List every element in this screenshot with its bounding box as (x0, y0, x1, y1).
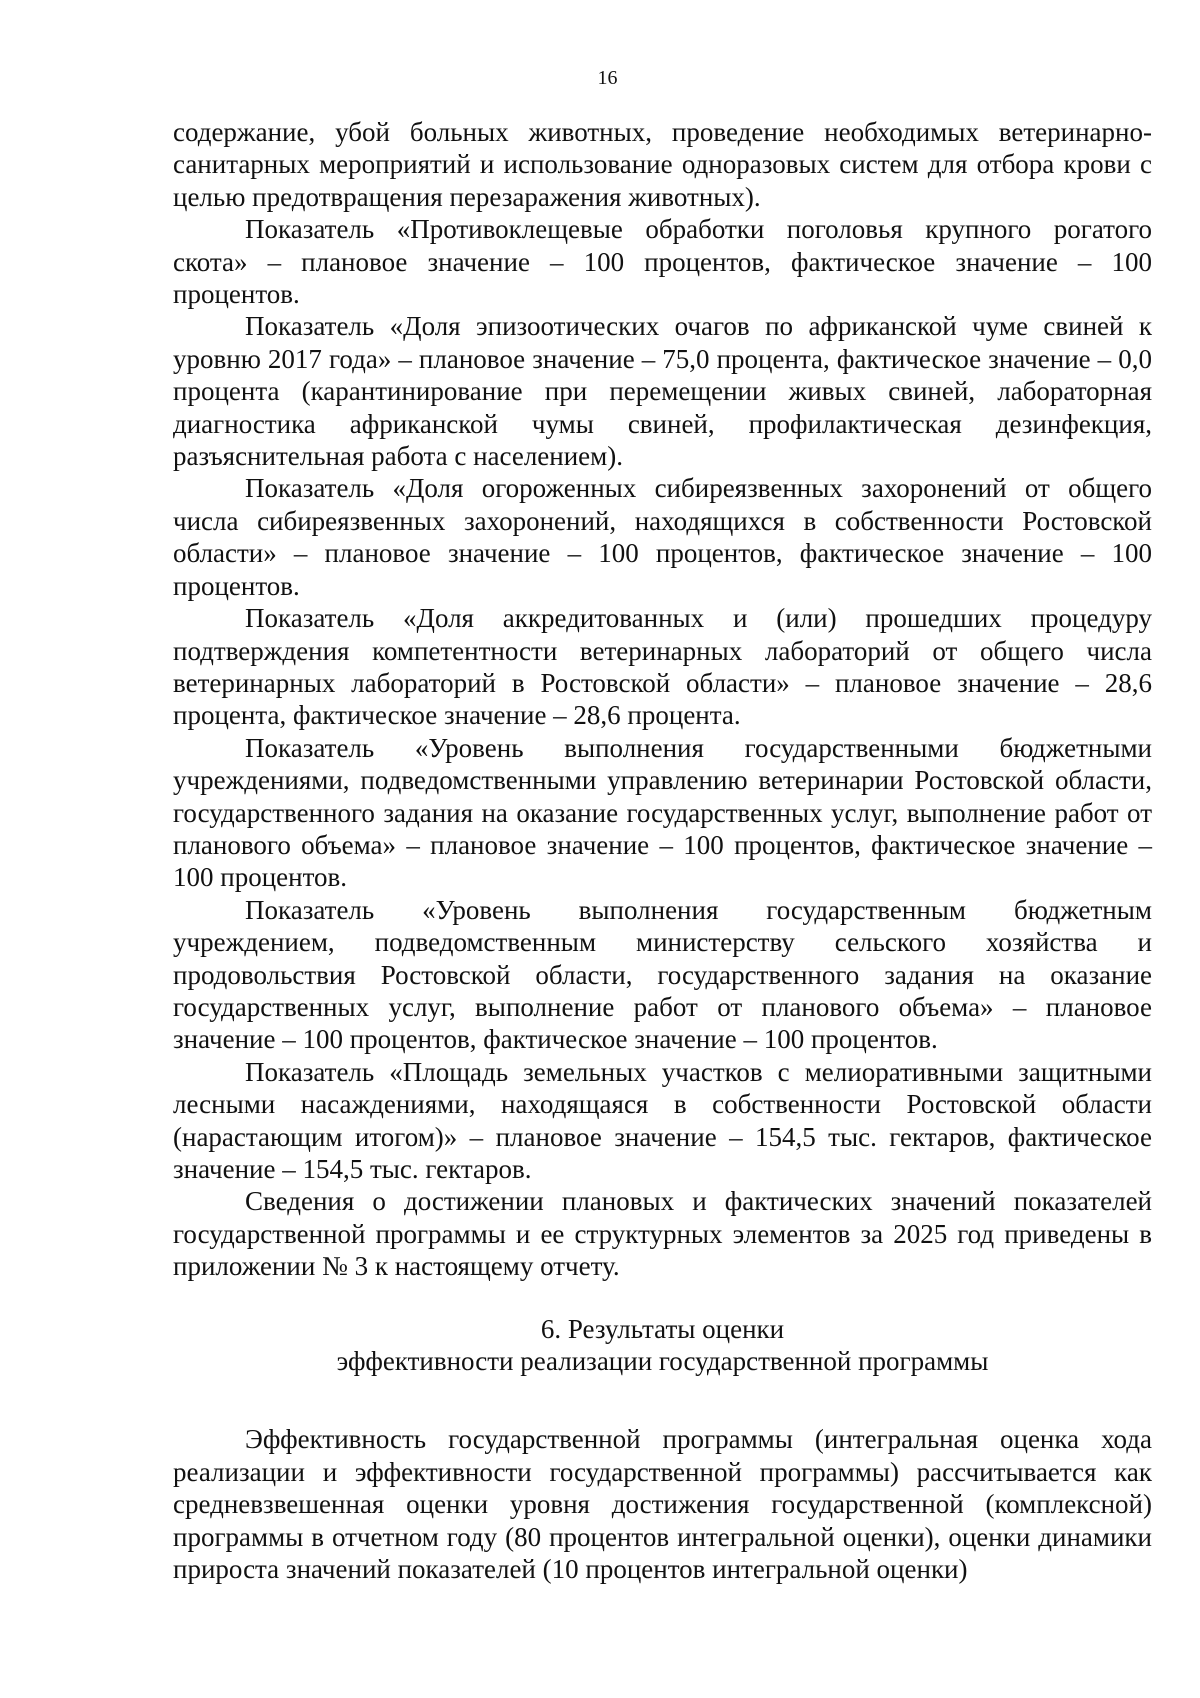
paragraph: Показатель «Противоклещевые обработки поголовья крупного рогатого скота» – плановое значение – 100 процентов, фактическое значение – 100 процентов. (173, 214, 1152, 310)
paragraph: Сведения о достижении плановых и фактических значений показателей государственной программы и ее структурных элементов за 2025 год приведены в приложении № 3 к настоящему отчету. (173, 1186, 1152, 1282)
section-heading-line: эффективности реализации государственной программы (336, 1346, 989, 1377)
section-heading (173, 1313, 1152, 1378)
paragraph: Показатель «Доля аккредитованных и (или) прошедших процедуру подтверждения компетентности ветеринарных лабораторий от общего числа ветеринарных лабораторий в Ростовской области» – плановое значение – 28,6 процента, фактическое значение – 28,6 процента. (173, 603, 1152, 731)
paragraph: Показатель «Доля эпизоотических очагов по африканской чуме свиней к уровню 2017 года» – плановое значение – 75,0 процента, фактическое значение – 0,0 процента (карантинирование при перемещении живых свиней, лабораторная диагностика африканской чумы свиней, профилактическая дезинфекция, разъяснительная работа с населением). (173, 311, 1152, 472)
paragraph: содержание, убой больных животных, проведение необходимых ветеринарно-санитарных мероприятий и использование одноразовых систем для отбора крови с целью предотвращения перезаражения животных). (173, 117, 1152, 212)
paragraph: Показатель «Уровень выполнения государственными бюджетными учреждениями, подведомственными управлению ветеринарии Ростовской области, государственного задания на оказание государственных услуг, выполнение работ от планового объема» – плановое значение – 100 процентов, фактическое значение – 100 процентов. (173, 732, 1152, 893)
paragraph: Показатель «Площадь земельных участков с мелиоративными защитными лесными насаждениями, находящаяся в собственности Ростовской области (нарастающим итогом)» – плановое значение – 154,5 тыс. гектаров, фактическое значение – 154,5 тыс. гектаров. (173, 1056, 1152, 1184)
paragraph: Эффективность государственной программы (интегральная оценка хода реализации и эффективности государственной программы) рассчитывается как средневзвешенная оценки уровня достижения государственной (комплексной) программы в отчетном году (80 процентов интегральной оценки), оценки динамики прироста значений показателей (10 процентов интегральной оценки) (173, 1424, 1152, 1585)
section-heading-line: 6. Результаты оценки (540, 1313, 785, 1344)
paragraph: Показатель «Доля огороженных сибиреязвенных захоронений от общего числа сибиреязвенных захоронений, находящихся в собственности Ростовской области» – плановое значение – 100 процентов, фактическое значение – 100 процентов. (173, 473, 1152, 601)
paragraph: Показатель «Уровень выполнения государственным бюджетным учреждением, подведомственным министерству сельского хозяйства и продовольствия Ростовской области, государственного задания на оказание государственных услуг, выполнение работ от планового объема» – плановое значение – 100 процентов, фактическое значение – 100 процентов. (173, 894, 1152, 1055)
page-number: 16 (597, 67, 618, 89)
